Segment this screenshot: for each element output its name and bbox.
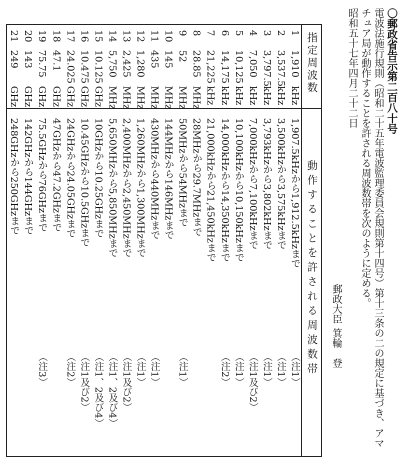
row-number: 5 bbox=[232, 30, 244, 37]
row-number: 9 bbox=[176, 30, 188, 37]
row-number: 14 bbox=[106, 30, 118, 43]
assigned-frequency: 10,125 bbox=[232, 50, 244, 84]
row-number: 15 bbox=[92, 30, 104, 43]
frequency-unit: MHz bbox=[148, 86, 160, 110]
frequency-unit: kHz bbox=[218, 86, 230, 106]
band-note: （注1） bbox=[232, 352, 244, 387]
permitted-band: 75.5GHzから76GHzまで bbox=[36, 118, 48, 233]
header-assigned-frequency: 指定周波数 bbox=[306, 32, 318, 95]
table-bottom-border bbox=[6, 456, 322, 457]
header-divider bbox=[301, 24, 302, 457]
permitted-band: 47GHzから47.2GHzまで bbox=[50, 118, 62, 233]
frequency-unit: kHz bbox=[274, 86, 286, 106]
permitted-band: 5,650MHzから5,850MHzまで bbox=[106, 118, 118, 258]
frequency-unit: kHz bbox=[288, 86, 300, 106]
row-number: 10 bbox=[162, 30, 174, 43]
permitted-band: 3,500kHzから3,575kHzまで bbox=[274, 118, 286, 250]
band-note: （注2） bbox=[64, 352, 76, 387]
band-note: （注1、2及び4） bbox=[106, 352, 118, 428]
permitted-band: 50MHzから54MHzまで bbox=[176, 118, 188, 228]
body-line-2: チュア局が動作することを許される周波数帯を次のように定める。 bbox=[359, 8, 370, 308]
assigned-frequency: 143 bbox=[22, 50, 34, 69]
band-note: （注2） bbox=[218, 352, 230, 387]
frequency-unit: GHz bbox=[22, 86, 34, 108]
signer-name: 箕輪 登 bbox=[330, 328, 341, 368]
frequency-unit: GHz bbox=[78, 86, 90, 108]
permitted-band: 142GHzから144GHzまで bbox=[22, 118, 34, 236]
row-number: 12 bbox=[134, 30, 146, 43]
assigned-frequency: 75.75 bbox=[36, 50, 48, 78]
assigned-frequency: 10.475 bbox=[78, 50, 90, 84]
frequency-unit: MHz bbox=[162, 86, 174, 110]
frequency-unit: GHz bbox=[36, 86, 48, 108]
band-note: （注3） bbox=[36, 352, 48, 387]
assigned-frequency: 1,280 bbox=[134, 50, 146, 78]
frequency-unit: kHz bbox=[204, 86, 216, 106]
issue-date: 昭和五十七年四月二十二日 bbox=[346, 8, 357, 128]
band-note: （注1、2及び4） bbox=[92, 352, 104, 428]
row-number: 7 bbox=[204, 30, 216, 37]
table-left-border bbox=[6, 24, 7, 457]
frequency-unit: MHz bbox=[134, 86, 146, 110]
permitted-band: 2,400MHzから2,450MHzまで bbox=[120, 118, 132, 258]
permitted-band: 7,000kHzから7,100kHzまで bbox=[246, 118, 258, 250]
permitted-band: 28MHzから29.7MHzまで bbox=[190, 118, 202, 237]
permitted-band: 430MHzから440MHzまで bbox=[148, 118, 160, 240]
row-number: 2 bbox=[274, 30, 286, 37]
assigned-frequency: 28.85 bbox=[190, 50, 202, 78]
assigned-frequency: 145 bbox=[162, 50, 174, 69]
assigned-frequency: 7,050 bbox=[246, 50, 258, 78]
permitted-band: 24GHzから24.05GHzまで bbox=[64, 118, 76, 239]
assigned-frequency: 52 bbox=[176, 50, 188, 63]
band-note: （注1） bbox=[288, 352, 300, 387]
table-right-border bbox=[321, 24, 322, 457]
row-number: 8 bbox=[190, 30, 202, 37]
permitted-band: 14,000kHzから14,350kHzまで bbox=[218, 118, 230, 263]
frequency-unit: MHz bbox=[120, 86, 132, 110]
permitted-band: 10.45GHzから10.5GHzまで bbox=[78, 118, 90, 248]
row-number: 13 bbox=[120, 30, 132, 43]
band-note: （注1及び2） bbox=[246, 352, 258, 413]
band-note: （注1及び2） bbox=[78, 352, 90, 413]
permitted-band: 248GHzから250GHzまで bbox=[8, 118, 20, 236]
row-number: 18 bbox=[50, 30, 62, 43]
row-number: 19 bbox=[36, 30, 48, 43]
frequency-unit: GHz bbox=[8, 86, 20, 108]
frequency-unit: MHz bbox=[106, 86, 118, 110]
row-number: 17 bbox=[64, 30, 76, 43]
row-number: 16 bbox=[78, 30, 90, 43]
band-note: （注1） bbox=[260, 352, 272, 387]
band-note: （注1） bbox=[274, 352, 286, 387]
document-title: 〇郵政省告示第二百八十号 bbox=[386, 8, 398, 134]
assigned-frequency: 21,225 bbox=[204, 50, 216, 84]
body-line-1: 電波法施行規則（昭和二十五年電波監理委員会規則第十四号）第十三条の二の規定に基づき、アマ bbox=[372, 8, 383, 448]
frequency-unit: MHz bbox=[190, 86, 202, 110]
table-top-border bbox=[6, 24, 322, 25]
frequency-unit: GHz bbox=[64, 86, 76, 108]
permitted-band: 21,000kHzから21,450kHzまで bbox=[204, 118, 216, 263]
row-number: 21 bbox=[8, 30, 20, 43]
row-number: 20 bbox=[22, 30, 34, 43]
assigned-frequency: 1,910 bbox=[288, 50, 300, 78]
assigned-frequency: 14,175 bbox=[218, 50, 230, 84]
permitted-band: 144MHzから146MHzまで bbox=[162, 118, 174, 240]
frequency-unit: GHz bbox=[50, 86, 62, 108]
frequency-unit: kHz bbox=[246, 86, 258, 106]
assigned-frequency: 5,750 bbox=[106, 50, 118, 78]
band-note: （注1） bbox=[134, 352, 146, 387]
assigned-frequency: 47.1 bbox=[50, 50, 62, 72]
assigned-frequency: 435 bbox=[148, 50, 160, 69]
frequency-unit: kHz bbox=[260, 86, 272, 106]
permitted-band: 1,907.5kHzから1,912.5kHzまで bbox=[288, 118, 300, 269]
signer-title: 郵政大臣 bbox=[330, 284, 341, 324]
row-number: 3 bbox=[260, 30, 272, 37]
assigned-frequency: 3,537.5 bbox=[274, 50, 286, 87]
row-number: 4 bbox=[246, 30, 258, 37]
frequency-unit: MHz bbox=[176, 86, 188, 110]
permitted-band: 3,793kHzから3,802kHzまで bbox=[260, 118, 272, 250]
frequency-unit: kHz bbox=[232, 86, 244, 106]
band-note: （注1及び2） bbox=[120, 352, 132, 413]
header-permitted-band: 動作することを許される周波数帯 bbox=[306, 160, 318, 378]
band-note: （注1） bbox=[148, 352, 160, 387]
band-note: （注1） bbox=[176, 352, 188, 387]
assigned-frequency: 3,797.5 bbox=[260, 50, 272, 87]
row-number: 1 bbox=[288, 30, 300, 37]
permitted-band: 1,260MHzから1,300MHzまで bbox=[134, 118, 146, 258]
assigned-frequency: 10.125 bbox=[92, 50, 104, 84]
permitted-band: 10GHzから10.25GHzまで bbox=[92, 118, 104, 239]
assigned-frequency: 249 bbox=[8, 50, 20, 69]
permitted-band: 10,100kHzから10,150kHzまで bbox=[232, 118, 244, 263]
frequency-unit: GHz bbox=[92, 86, 104, 108]
row-number: 6 bbox=[218, 30, 230, 37]
assigned-frequency: 24.025 bbox=[64, 50, 76, 84]
assigned-frequency: 2,425 bbox=[120, 50, 132, 78]
row-number: 11 bbox=[148, 30, 160, 43]
